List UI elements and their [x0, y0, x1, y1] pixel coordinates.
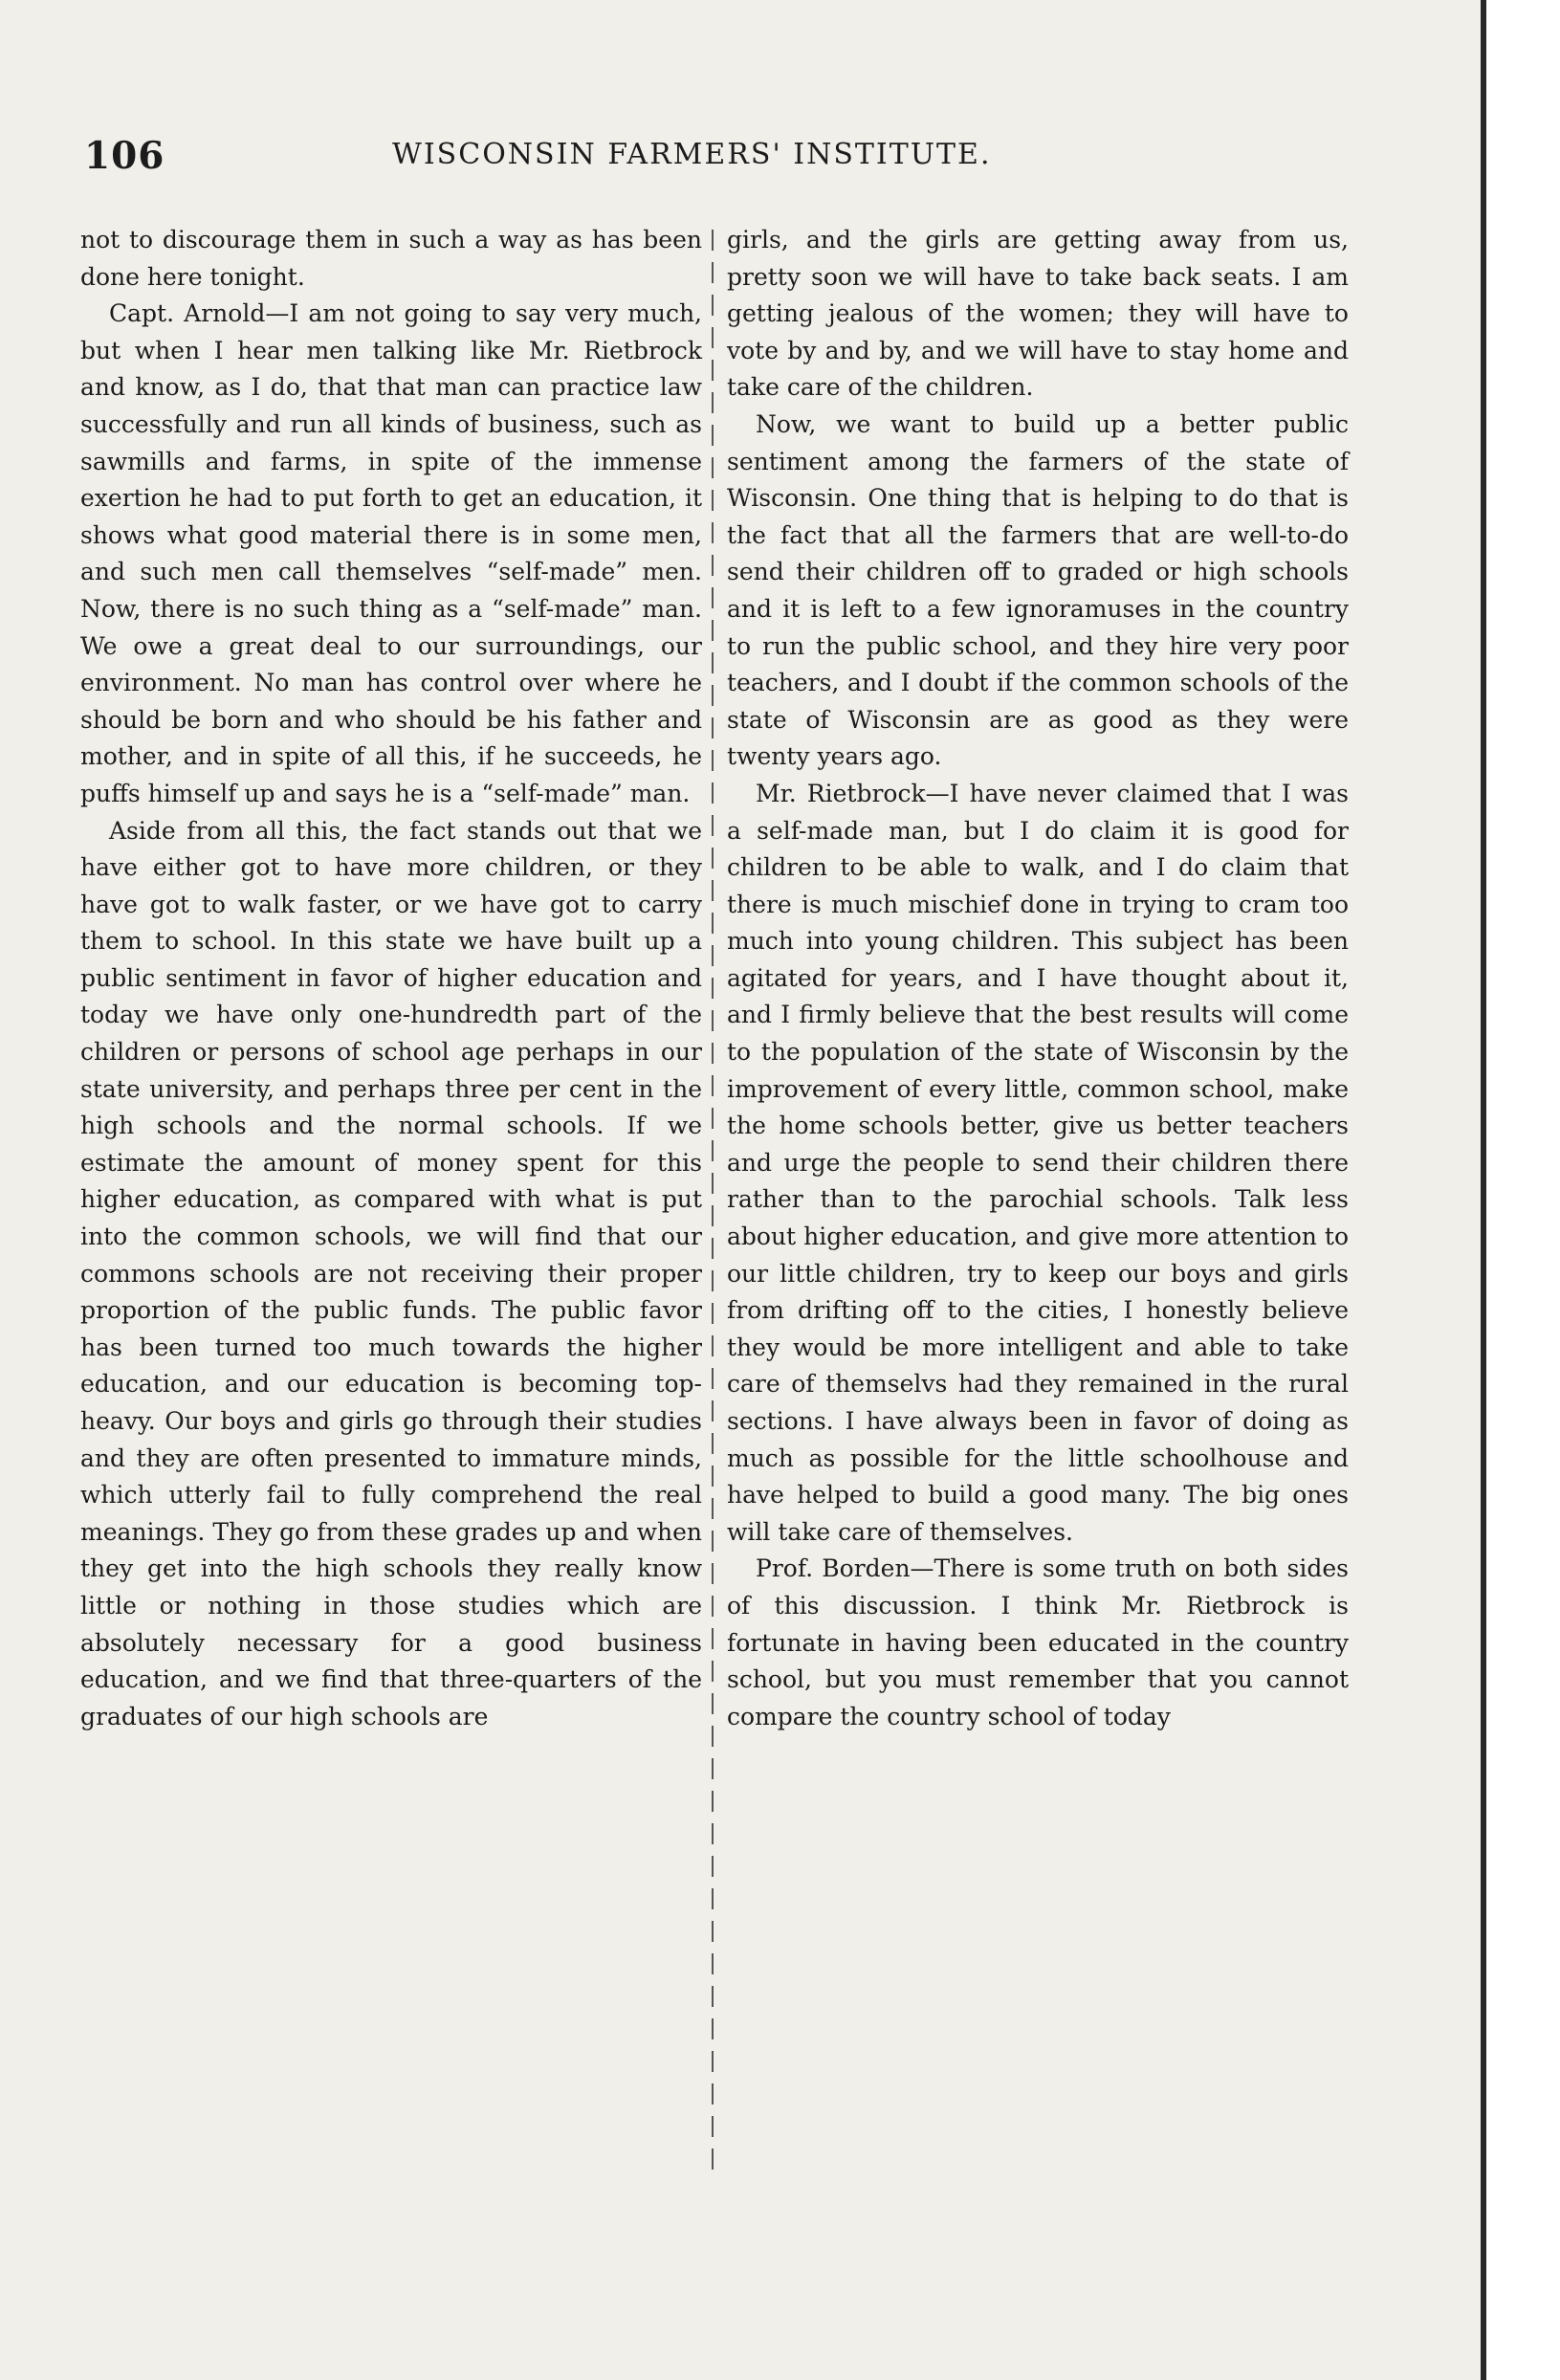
paragraph: Prof. Borden—There is some truth on both sides of this discussion. I think Mr. Rietbrock is fortunate in having been educated in the country school, but you must remember that you cannot compare the country school of today [727, 1554, 1349, 1730]
paragraph: girls, and the girls are getting away from us, pretty soon we will have to take back seats. I am getting jealous of the women; they will have to vote by and by, and we will have to stay home and take care of the children. [727, 226, 1349, 402]
paragraph: Aside from all this, the fact stands out that we have either got to have more children, or they have got to walk faster, or we have got to carry them to school. In this state we have built up a public sentiment in favor of higher education and today we have only one-hundredth part of the children or persons of school age perhaps in our state university, and perhaps three per cent in the high schools and the normal schools. If we estimate the amount of money spent for this higher education, as compared with what is put into the common schools, we will find that our commons schools are not receiving their proper proportion of the public funds. The public favor has been turned too much towards the higher education, and our education is becoming top-heavy. Our boys and girls go through their studies and they are often presented to immature minds, which utterly fail to fully comprehend the real meanings. They go from these grades up and when they get into the high schools they really know little or nothing in those studies which are absolutely necessary for a good business education, and we find that three-quarters of the graduates of our high schools are [80, 816, 702, 1730]
page-number: 106 [84, 134, 165, 178]
left-column [80, 222, 702, 1735]
column-divider [712, 230, 714, 2171]
right-column [727, 222, 1349, 1735]
paragraph: not to discourage them in such a way as has been done here tonight. [80, 226, 702, 291]
paragraph: Now, we want to build up a better public sentiment among the farmers of the state of Wisconsin. One thing that is helping to do that is the fact that all the farmers that are well-to-do send their children off to graded or high schools and it is left to a few ignoramuses in the country to run the public school, and they hire very poor teachers, and I doubt if the common schools of the state of Wisconsin are as good as they were twenty years ago. [727, 409, 1349, 771]
paragraph: Capt. Arnold—I am not going to say very much, but when I hear men talking like Mr. Rietbrock and know, as I do, that that man can practice law successfully and run all kinds of business, such as sawmills and farms, in spite of the immense exertion he had to put forth to get an education, it shows what good material there is in some men, and such men call themselves “self-made” men. Now, there is no such thing as a “self-made” man. We owe a great deal to our surroundings, our environment. No man has control over where he should be born and who should be his father and mother, and in spite of all this, if he succeeds, he puffs himself up and says he is a “self-made” man. [80, 299, 702, 807]
paragraph: Mr. Rietbrock—I have never claimed that I was a self-made man, but I do claim it is good for children to be able to walk, and I do claim that there is much mischief done in trying to cram too much into young children. This subject has been agitated for years, and I have thought about it, and I firmly believe that the best results will come to the population of the state of Wisconsin by the improvement of every little, common school, make the home schools better, give us better teachers and urge the people to send their children there rather than to the parochial schools. Talk less about higher education, and give more attention to our little children, try to keep our boys and girls from drifting off to the cities, I honestly believe they would be more intelligent and able to take care of themselvs had they remained in the rural sections. I have always been in favor of doing as much as possible for the little schoolhouse and have helped to build a good many. The big ones will take care of themselves. [727, 779, 1349, 1546]
running-title: WISCONSIN FARMERS' INSTITUTE. [392, 138, 992, 171]
page-header [84, 134, 1356, 182]
page-margin-right [1486, 0, 1560, 2380]
